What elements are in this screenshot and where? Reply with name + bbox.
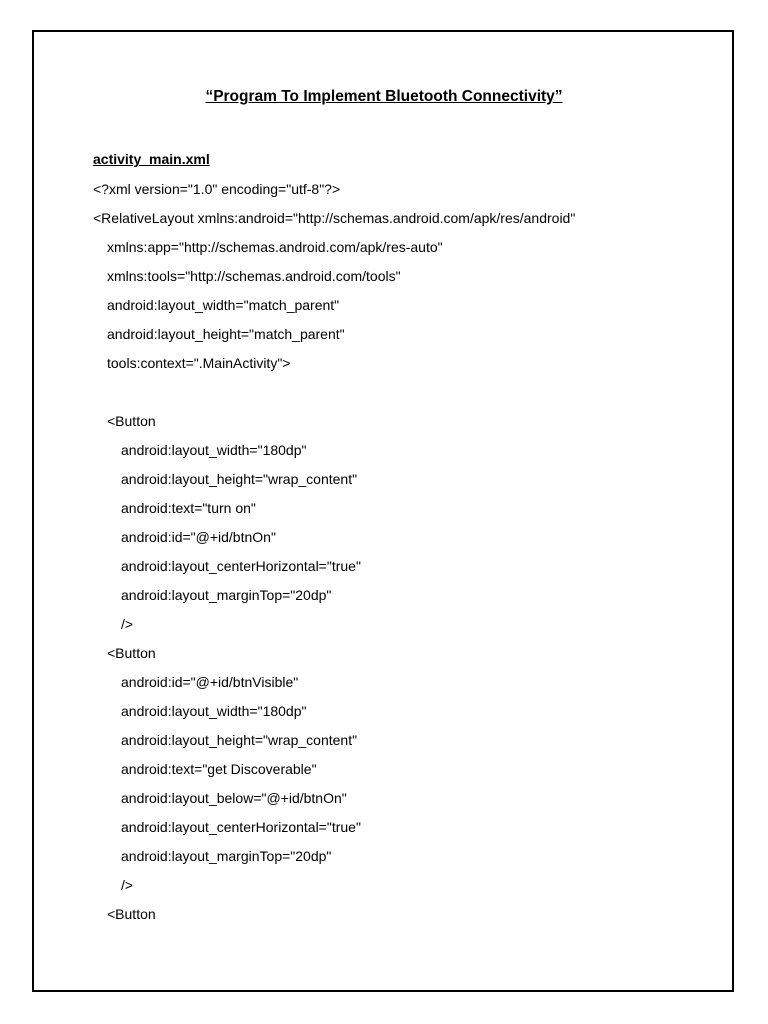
code-line: android:layout_height="wrap_content" <box>121 471 358 487</box>
code-line: android:layout_width="180dp" <box>121 442 307 458</box>
code-line: <Button <box>107 413 156 429</box>
code-line: /> <box>121 616 134 632</box>
code-line: android:layout_marginTop="20dp" <box>121 848 332 864</box>
code-line: android:text="get Discoverable" <box>121 761 317 777</box>
code-line: android:layout_height="wrap_content" <box>121 732 358 748</box>
code-line: android:layout_centerHorizontal="true" <box>121 819 361 835</box>
code-line: <RelativeLayout xmlns:android="http://schemas.android.com/apk/res/android" <box>93 210 576 226</box>
code-line: xmlns:tools="http://schemas.android.com/tools" <box>107 268 401 284</box>
code-line: android:text="turn on" <box>121 500 256 516</box>
document-title: “Program To Implement Bluetooth Connectivity” <box>205 88 563 105</box>
code-line: android:id="@+id/btnOn" <box>121 529 276 545</box>
code-line: android:layout_centerHorizontal="true" <box>121 558 361 574</box>
code-line: <Button <box>107 645 156 661</box>
file-heading: activity_main.xml <box>93 151 210 167</box>
code-line: <Button <box>107 906 156 922</box>
code-line: android:layout_height="match_parent" <box>107 326 345 342</box>
code-line: xmlns:app="http://schemas.android.com/apk/res-auto" <box>107 239 443 255</box>
code-line: <?xml version="1.0" encoding="utf-8"?> <box>93 181 341 197</box>
code-line: /> <box>121 877 134 893</box>
code-line: android:layout_width="match_parent" <box>107 297 340 313</box>
code-line: android:layout_below="@+id/btnOn" <box>121 790 347 806</box>
code-line: android:layout_marginTop="20dp" <box>121 587 332 603</box>
code-line: android:id="@+id/btnVisible" <box>121 674 299 690</box>
code-line: tools:context=".MainActivity"> <box>107 355 291 371</box>
code-line: android:layout_width="180dp" <box>121 703 307 719</box>
